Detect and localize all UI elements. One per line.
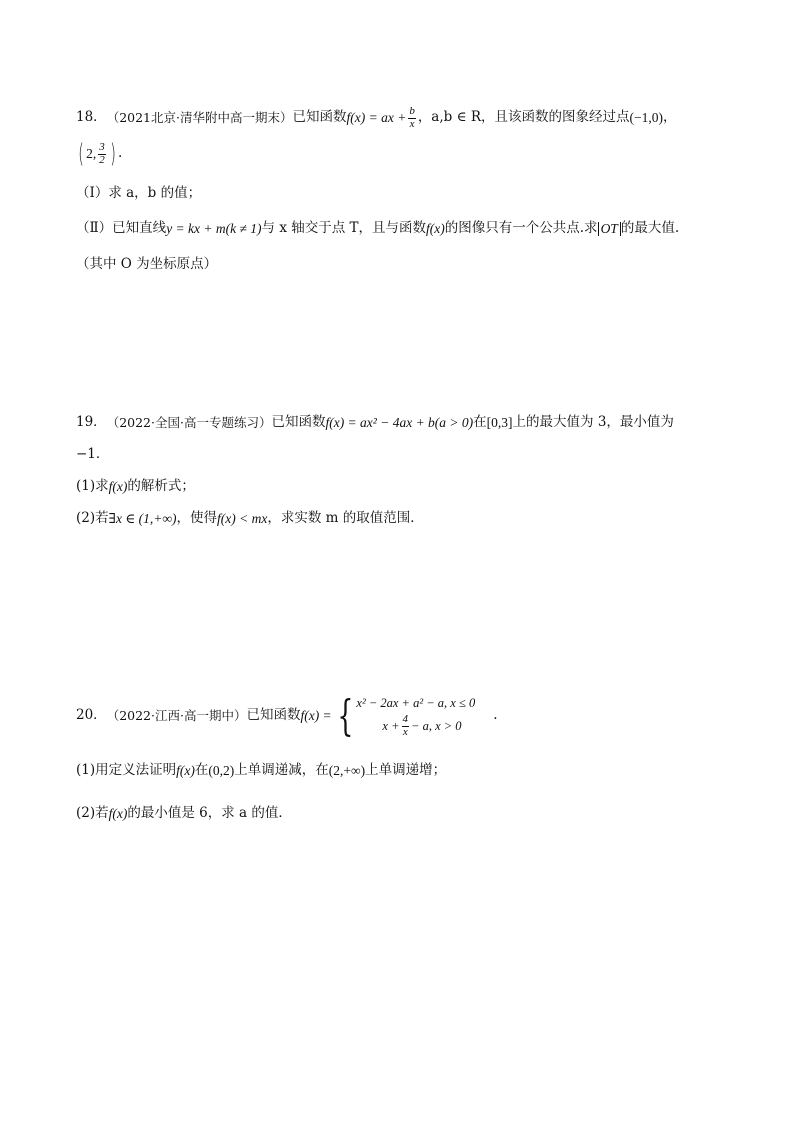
q20-part-1-a: (1)用定义法证明 — [76, 762, 177, 778]
q18-note: （其中 O 为坐标原点） — [76, 256, 218, 272]
q18-source: （2021北京·清华附中高一期末） — [106, 109, 293, 125]
q18-part-2-c: 的图像只有一个公共点.求 — [444, 220, 598, 236]
q19-interval: [0,3] — [486, 415, 513, 430]
q20-part-1-interval-2: (2,+∞) — [328, 763, 366, 778]
q18-point-1: (−1,0) — [629, 110, 664, 126]
q20-part-2-b: 的最小值是 6，求 a 的值． — [127, 805, 292, 821]
q20-case-2-a: x + — [382, 718, 400, 733]
q19-part-2-b: ，使得 — [176, 510, 218, 526]
q19-function: f(x) = ax² − 4ax + b(a > 0) — [325, 415, 474, 430]
q18-point-2-x: 2, — [86, 146, 97, 162]
q20-case-2-frac — [402, 714, 410, 738]
q18-fraction-num: b — [409, 105, 415, 117]
q18-point-2-frac — [98, 142, 106, 166]
q18-part-2-abs: OT — [598, 222, 621, 236]
q20-part-1-d: 上单调递增； — [365, 762, 447, 778]
q20-part-2-a: (2)若 — [76, 805, 109, 821]
q19-part-2-c: ，求实数 m 的取值范围． — [267, 510, 424, 526]
q20-piecewise — [356, 693, 475, 739]
q18-function: f(x) = ax + — [346, 110, 407, 126]
q20-source: （2022·江西·高一期中） — [106, 707, 247, 723]
q20-case-2-den: x — [402, 725, 408, 738]
q18-part-2 — [76, 222, 679, 236]
q20-part-1 — [76, 764, 446, 778]
q20-function: f(x) = — [300, 708, 332, 724]
q18-fraction-den: x — [409, 117, 415, 130]
q18-part-2-line: y = kx + m(k ≠ 1) — [166, 221, 262, 236]
q18-paren-left: ( — [78, 139, 84, 169]
q19-stem-text: 已知函数 — [271, 414, 326, 430]
q20-case-1: x² − 2ax + a² − a, x ≤ 0 — [356, 695, 476, 710]
q19-stem-cont: −1． — [76, 446, 110, 462]
q20-case-2-b: − a, x > 0 — [411, 718, 462, 733]
q18-part-2-b: 与 x 轴交于点 T，且与函数 — [261, 220, 427, 236]
q20-case-2-num: 4 — [402, 712, 409, 725]
q18-comma: ， — [663, 109, 677, 126]
q20-stem-text: 已知函数 — [246, 707, 301, 724]
q20-part-1-fx: f(x) — [176, 763, 195, 778]
q19-number: 19． — [76, 414, 107, 430]
q18-point-2-end: . — [117, 145, 123, 162]
q18-stem-text: 已知函数 — [292, 109, 347, 126]
q20-stem — [76, 693, 498, 739]
q18-point-2 — [76, 141, 122, 167]
q20-part-2-fx: f(x) — [108, 806, 128, 821]
q19-part-1-a: (1)求 — [76, 478, 109, 494]
q19-part-1-fx: f(x) — [108, 479, 128, 494]
q20-part-1-b: 在 — [194, 762, 209, 778]
q20-part-1-interval-1: (0,2) — [208, 763, 235, 778]
q19-part-2-exists: ∃x ∈ (1,+∞) — [108, 511, 177, 526]
q20-number: 20． — [76, 707, 107, 724]
q20-case-2 — [356, 713, 475, 739]
q20-part-1-c: 上单调递减，在 — [234, 762, 329, 778]
q18-point-2-num: 3 — [99, 140, 105, 153]
q19-stem — [76, 416, 674, 430]
q19-source: （2022·全国·高一专题练习） — [106, 414, 272, 430]
q19-part-2 — [76, 512, 424, 526]
q19-part-1 — [76, 480, 195, 494]
q18-part-1: （Ⅰ）求 a，b 的值； — [76, 185, 202, 201]
q19-stem-rest: 上的最大值为 3，最小值为 — [512, 414, 674, 430]
q18-part-2-a: （Ⅱ）已知直线 — [76, 220, 167, 236]
q20-part-2 — [76, 807, 292, 821]
q18-stem — [76, 106, 677, 130]
q19-stem-in: 在 — [473, 414, 487, 430]
q18-fraction — [408, 106, 416, 130]
q18-condition: ，a,b ∈ R，且该函数的图象经过点 — [417, 109, 630, 126]
q19-part-2-ineq: f(x) < mx — [217, 511, 268, 526]
q18-part-2-fx: f(x) — [426, 221, 445, 236]
q19-part-1-b: 的解析式； — [127, 478, 195, 494]
q19-part-2-a: (2)若 — [76, 510, 109, 526]
q18-point-2-den: 2 — [99, 153, 105, 166]
q18-part-2-d: 的最大值. — [620, 220, 680, 236]
q18-paren-right: ) — [110, 139, 116, 169]
q20-brace: { — [337, 691, 354, 740]
q18-number: 18． — [76, 109, 107, 126]
q20-end: . — [493, 707, 498, 724]
